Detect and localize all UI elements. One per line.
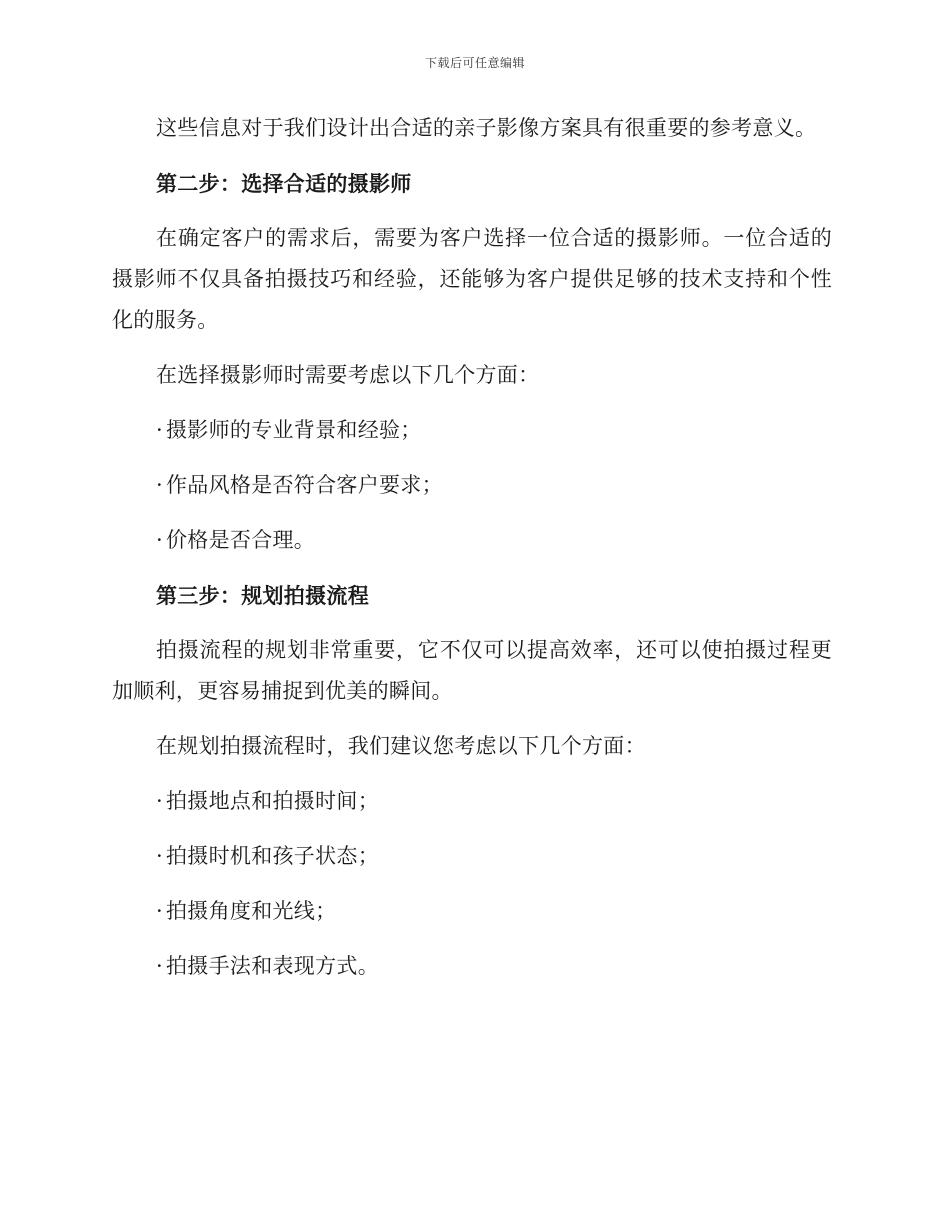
- paragraph-photographer-selection: 在确定客户的需求后，需要为客户选择一位合适的摄影师。一位合适的摄影师不仅具备拍摄技巧和经验，还能够为客户提供足够的技术支持和个性化的服务。: [112, 226, 832, 332]
- list-item: [112, 465, 832, 506]
- bullet-marker: ·: [156, 899, 163, 923]
- paragraph-shooting-process: 拍摄流程的规划非常重要，它不仅可以提高效率，还可以使拍摄过程更加顺利，更容易捕捉到优美的瞬间。: [112, 638, 832, 703]
- document-body: [112, 108, 832, 1001]
- bullet-marker: ·: [156, 954, 163, 978]
- section-heading-step-two: 第二步：选择合适的摄影师: [156, 171, 412, 196]
- list-item-text: 拍摄手法和表现方式。: [166, 954, 379, 978]
- list-item-text: 拍摄时机和孩子状态；: [166, 844, 379, 868]
- list-item-text: 拍摄地点和拍摄时间；: [166, 789, 379, 813]
- list-item: [112, 781, 832, 822]
- bullet-marker: ·: [156, 418, 163, 442]
- bullet-marker: ·: [156, 789, 163, 813]
- list-item-text: 摄影师的专业背景和经验；: [166, 418, 422, 442]
- bullet-marker: ·: [156, 528, 163, 552]
- bullet-marker: ·: [156, 473, 163, 497]
- section-heading-step-three: 第三步：规划拍摄流程: [156, 583, 369, 608]
- bullet-marker: ·: [156, 844, 163, 868]
- list-item: [112, 891, 832, 932]
- paragraph-intro-reference: 这些信息对于我们设计出合适的亲子影像方案具有很重要的参考意义。: [156, 116, 817, 140]
- list-item: [112, 520, 832, 561]
- list-item-text: 拍摄角度和光线；: [166, 899, 337, 923]
- list-item: [112, 836, 832, 877]
- page-header: 下载后可任意编辑: [424, 56, 525, 70]
- list-item: [112, 946, 832, 987]
- list-item: [112, 410, 832, 451]
- paragraph-process-criteria-intro: 在规划拍摄流程时，我们建议您考虑以下几个方面：: [156, 734, 646, 758]
- list-item-text: 作品风格是否符合客户要求；: [166, 473, 443, 497]
- paragraph-selection-criteria-intro: 在选择摄影师时需要考虑以下几个方面：: [156, 363, 540, 387]
- list-item-text: 价格是否合理。: [166, 528, 316, 552]
